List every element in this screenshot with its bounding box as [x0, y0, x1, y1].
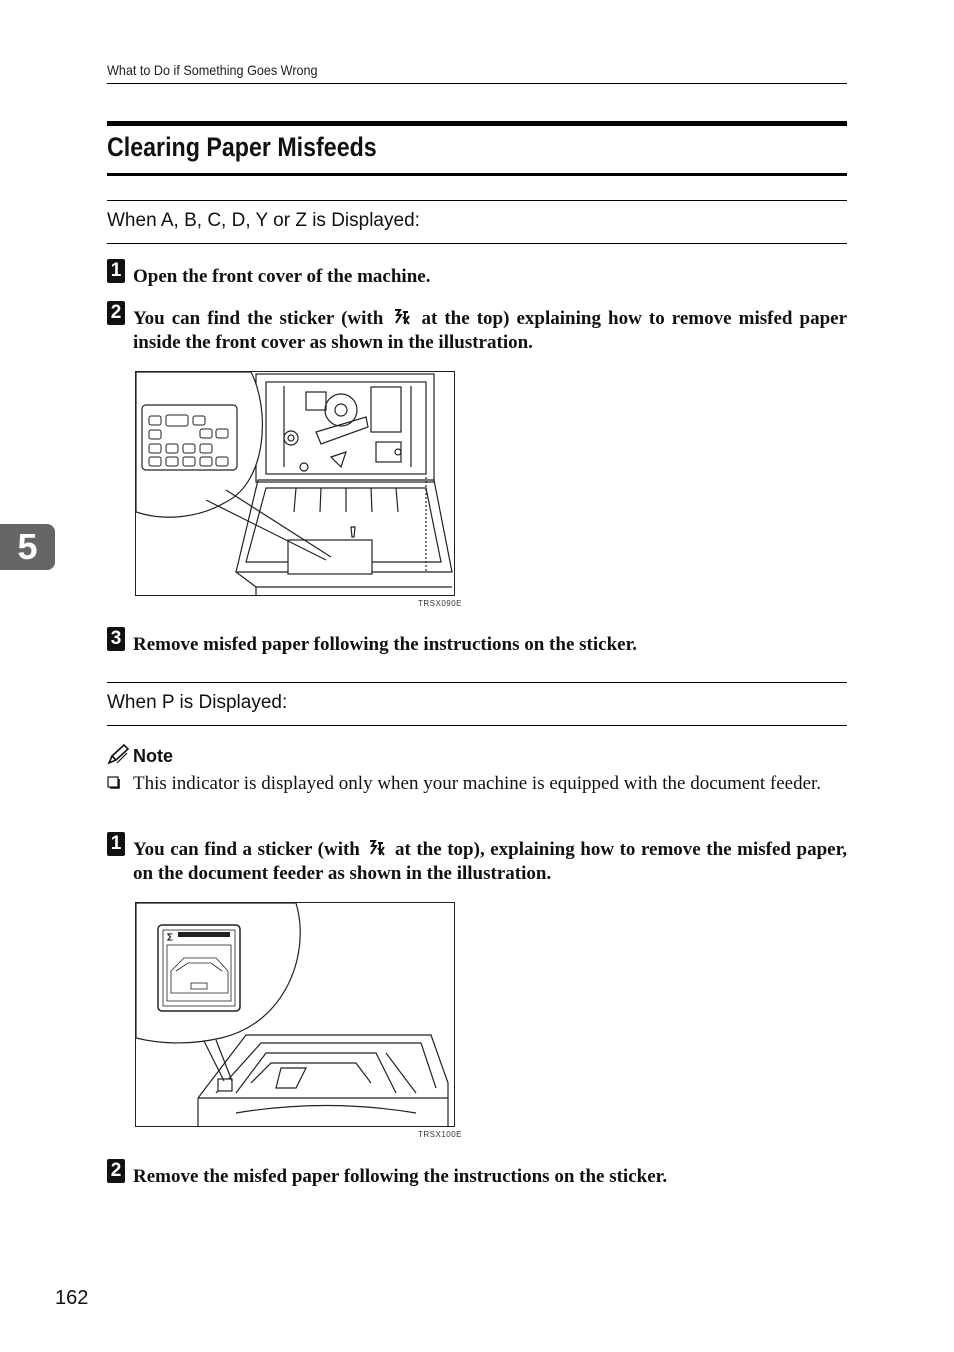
p-step-badge-1: 1 [107, 832, 125, 856]
svg-text:∑: ∑ [167, 932, 173, 941]
subhead2-bottom-rule [107, 725, 847, 726]
misfeed-indicator-icon-2 [367, 838, 387, 858]
title-bottom-rule [107, 173, 847, 176]
pencil-icon [107, 743, 131, 765]
step-2-text-before: You can find the sticker (with [133, 308, 384, 329]
step-3-text: Remove misfed paper following the instructions on the sticker. [133, 634, 638, 655]
step-1-text: Open the front cover of the machine. [133, 266, 431, 287]
subhead1-bottom-rule [107, 243, 847, 244]
checkbox-icon [107, 776, 120, 789]
p-step-1-text-after: at the top), explaining how to remove the misfed paper, on the document feeder as shown in the illustration. [133, 839, 848, 884]
subhead2-top-rule [107, 682, 847, 683]
p-step-2-text: Remove the misfed paper following the instructions on the sticker. [133, 1166, 668, 1187]
header-rule [107, 83, 847, 84]
step-2-text-after: at the top) explaining how to remove misfed paper inside the front cover as shown in the illustration. [133, 308, 848, 353]
title-top-rule [107, 121, 847, 126]
p-step-badge-2: 2 [107, 1159, 125, 1183]
note-text: This indicator is displayed only when your machine is equipped with the document feeder. [133, 773, 822, 794]
front-cover-illustration [135, 371, 455, 596]
page-number: 162 [55, 1287, 89, 1309]
document-feeder-drawing [136, 903, 454, 1126]
p-step-1-text-before: You can find a sticker (with [133, 839, 360, 860]
step-badge-3: 3 [107, 627, 125, 651]
subheading-p: When P is Displayed: [107, 692, 288, 713]
step-badge-2: 2 [107, 301, 125, 325]
subhead1-top-rule [107, 200, 847, 201]
document-feeder-illustration [135, 902, 455, 1127]
step-2-text [133, 307, 847, 355]
note-label: Note [133, 746, 173, 766]
misfeed-indicator-icon [392, 307, 412, 327]
p-step-1-text [133, 838, 847, 886]
step-badge-1: 1 [107, 259, 125, 283]
section-title: Clearing Paper Misfeeds [107, 132, 377, 162]
figure-2-code: TRSX100E [418, 1130, 463, 1139]
front-cover-drawing [136, 372, 454, 595]
running-header: What to Do if Something Goes Wrong [107, 62, 318, 78]
chapter-tab: 5 [0, 524, 55, 570]
subheading-abcdyz: When A, B, C, D, Y or Z is Displayed: [107, 210, 420, 231]
figure-1-code: TRSX090E [418, 599, 463, 608]
